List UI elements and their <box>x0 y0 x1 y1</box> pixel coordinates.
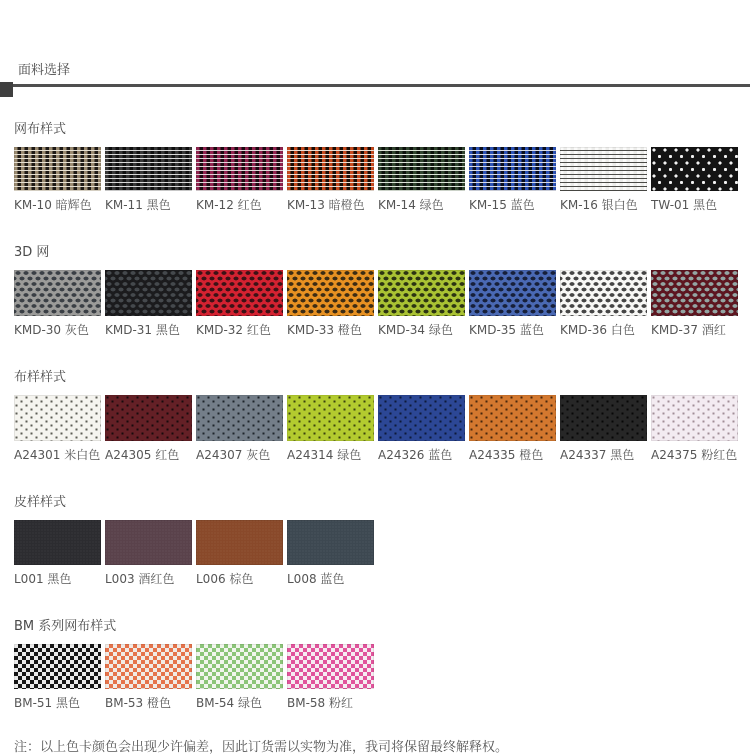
section-title: BM 系列网布样式 <box>14 619 117 634</box>
swatch-label: KMD-36 白色 <box>560 323 635 337</box>
section-title: 网布样式 <box>14 122 67 137</box>
swatch-label: A24337 黑色 <box>560 448 635 462</box>
swatch-label: A24305 红色 <box>105 448 180 462</box>
section-title: 皮样样式 <box>14 495 67 510</box>
swatch-label: KM-13 暗橙色 <box>287 198 365 212</box>
swatch-item <box>287 147 374 213</box>
swatch-label: KM-16 银白色 <box>560 198 638 212</box>
fabric-swatch <box>560 395 647 441</box>
swatch-item <box>196 520 283 587</box>
fabric-swatch <box>378 395 465 441</box>
fabric-swatch <box>287 395 374 441</box>
swatch-row <box>14 644 740 711</box>
swatch-label: BM-53 橙色 <box>105 696 172 710</box>
fabric-section <box>14 118 740 213</box>
fabric-swatch <box>469 147 556 191</box>
fabric-section <box>14 491 740 587</box>
swatch-item <box>14 147 101 213</box>
swatch-item <box>196 644 283 711</box>
page-title: 面料选择 <box>18 63 71 78</box>
swatch-label: KMD-31 黑色 <box>105 323 180 337</box>
swatch-item <box>14 644 101 711</box>
swatch-label: A24301 米白色 <box>14 448 101 462</box>
swatch-item <box>105 644 192 711</box>
fabric-swatch <box>105 270 192 316</box>
fabric-swatch <box>287 147 374 191</box>
swatch-row <box>14 270 740 338</box>
swatch-item <box>469 270 556 338</box>
swatch-label: L003 酒红色 <box>105 572 175 586</box>
swatch-label: BM-51 黑色 <box>14 696 81 710</box>
fabric-swatch <box>196 520 283 565</box>
header-divider <box>0 84 750 87</box>
fabric-swatch <box>196 147 283 191</box>
fabric-swatch <box>14 147 101 191</box>
swatch-row <box>14 395 740 463</box>
fabric-swatch <box>196 644 283 689</box>
fabric-swatch <box>560 147 647 191</box>
fabric-swatch <box>196 395 283 441</box>
swatch-item <box>287 520 374 587</box>
swatch-item <box>196 270 283 338</box>
swatch-item <box>14 270 101 338</box>
swatch-item <box>378 147 465 213</box>
swatch-label: KMD-30 灰色 <box>14 323 89 337</box>
disclaimer-note: 注：以上色卡颜色会出现少许偏差，因此订货需以实物为准，我司将保留最终解释权。 <box>14 740 509 755</box>
swatch-label: KMD-35 蓝色 <box>469 323 544 337</box>
fabric-swatch <box>469 395 556 441</box>
fabric-swatch <box>287 270 374 316</box>
fabric-swatch <box>469 270 556 316</box>
swatch-item <box>651 395 738 463</box>
swatch-item <box>196 147 283 213</box>
swatch-item <box>105 147 192 213</box>
swatch-item <box>469 395 556 463</box>
swatch-item <box>651 147 738 213</box>
swatch-row <box>14 520 740 587</box>
swatch-row <box>14 147 740 213</box>
swatch-label: KMD-37 酒红 <box>651 323 726 337</box>
swatch-label: KM-12 红色 <box>196 198 262 212</box>
swatch-item <box>105 270 192 338</box>
fabric-swatch <box>14 520 101 565</box>
fabric-section <box>14 241 740 338</box>
fabric-swatch <box>105 147 192 191</box>
swatch-label: KM-10 暗辉色 <box>14 198 92 212</box>
swatch-item <box>560 395 647 463</box>
fabric-swatch <box>14 644 101 689</box>
swatch-label: BM-58 粉红 <box>287 696 354 710</box>
fabric-swatch <box>105 395 192 441</box>
swatch-label: KM-14 绿色 <box>378 198 444 212</box>
swatch-label: BM-54 绿色 <box>196 696 263 710</box>
fabric-swatch <box>105 520 192 565</box>
fabric-swatch <box>651 395 738 441</box>
swatch-item <box>105 395 192 463</box>
fabric-swatch <box>378 147 465 191</box>
fabric-swatch <box>287 644 374 689</box>
swatch-item <box>287 270 374 338</box>
fabric-swatch <box>651 147 738 191</box>
fabric-swatch <box>287 520 374 565</box>
fabric-swatch <box>196 270 283 316</box>
swatch-label: A24307 灰色 <box>196 448 271 462</box>
section-title: 3D 网 <box>14 245 50 260</box>
swatch-item <box>196 395 283 463</box>
swatch-item <box>14 520 101 587</box>
fabric-swatch <box>560 270 647 316</box>
swatch-item <box>287 395 374 463</box>
swatch-label: KMD-33 橙色 <box>287 323 362 337</box>
fabric-swatch <box>105 644 192 689</box>
swatch-sections <box>0 118 750 711</box>
swatch-item <box>378 270 465 338</box>
swatch-label: KM-15 蓝色 <box>469 198 535 212</box>
swatch-item <box>14 395 101 463</box>
swatch-label: KM-11 黑色 <box>105 198 171 212</box>
swatch-label: A24314 绿色 <box>287 448 362 462</box>
swatch-label: TW-01 黑色 <box>651 198 718 212</box>
fabric-section <box>14 615 740 711</box>
swatch-label: L001 黑色 <box>14 572 72 586</box>
swatch-label: A24375 粉红色 <box>651 448 738 462</box>
swatch-item <box>560 147 647 213</box>
swatch-label: KMD-34 绿色 <box>378 323 453 337</box>
fabric-section <box>14 366 740 463</box>
header-accent-square <box>0 82 13 97</box>
swatch-label: A24326 蓝色 <box>378 448 453 462</box>
swatch-item <box>105 520 192 587</box>
swatch-label: KMD-32 红色 <box>196 323 271 337</box>
swatch-item <box>287 644 374 711</box>
swatch-item <box>560 270 647 338</box>
fabric-swatch <box>651 270 738 316</box>
swatch-item <box>378 395 465 463</box>
swatch-label: L006 棕色 <box>196 572 254 586</box>
swatch-label: L008 蓝色 <box>287 572 345 586</box>
swatch-label: A24335 橙色 <box>469 448 544 462</box>
fabric-swatch <box>378 270 465 316</box>
section-title: 布样样式 <box>14 370 67 385</box>
fabric-swatch <box>14 395 101 441</box>
swatch-item <box>651 270 738 338</box>
page-header <box>0 0 750 87</box>
swatch-item <box>469 147 556 213</box>
fabric-swatch <box>14 270 101 316</box>
